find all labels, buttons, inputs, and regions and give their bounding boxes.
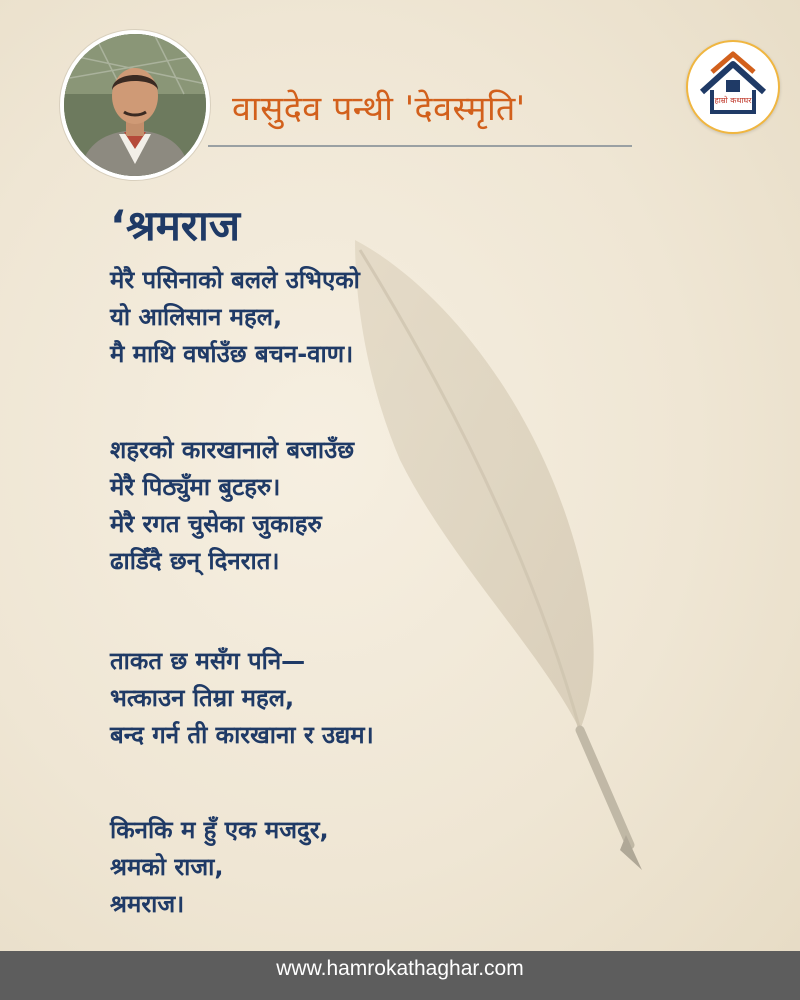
stanza-1 [110, 262, 360, 373]
stanza-3 [110, 643, 374, 754]
house-icon [688, 42, 778, 132]
stanza-2 [110, 432, 354, 580]
logo-text: हाम्रो कथाघर [714, 96, 752, 105]
footer-bar [0, 951, 800, 1000]
poem-line: श्रमको राजा, [110, 853, 224, 881]
poem-line: मै माथि वर्षाउँछ बचन-वाण। [110, 340, 354, 368]
poem-line: यो आलिसान महल, [110, 303, 283, 331]
poem-line: बन्द गर्न ती कारखाना र उद्यम। [110, 721, 374, 749]
poem-title: ‘श्रमराज [110, 201, 241, 250]
poem-line: मेरै पसिनाको बलले उभिएको [110, 266, 360, 294]
website-link[interactable]: www.hamrokathaghar.com [276, 957, 524, 980]
author-photo [60, 30, 210, 180]
poem-line: श्रमराज। [110, 890, 185, 918]
author-name: वासुदेव पन्थी 'देवस्मृति' [232, 89, 526, 129]
poem-line: ढाडिँदै छन् दिनरात। [110, 547, 280, 575]
portrait-icon [64, 34, 206, 176]
poem-line: मेरै पिठ्युँमा बुटहरु। [110, 473, 281, 501]
poem-line: मेरै रगत चुसेका जुकाहरु [110, 510, 322, 538]
stanza-4 [110, 812, 329, 923]
poem-line: शहरको कारखानाले बजाउँछ [110, 436, 355, 464]
author-divider [208, 145, 632, 147]
poem-line: किनकि म हुँ एक मजदुर, [110, 816, 329, 844]
house-logo-icon [686, 40, 780, 134]
poem-line: ताकत छ मसँग पनि— [110, 647, 306, 675]
quill-feather-icon [330, 230, 670, 870]
poem-line: भत्काउन तिम्रा महल, [110, 684, 295, 712]
